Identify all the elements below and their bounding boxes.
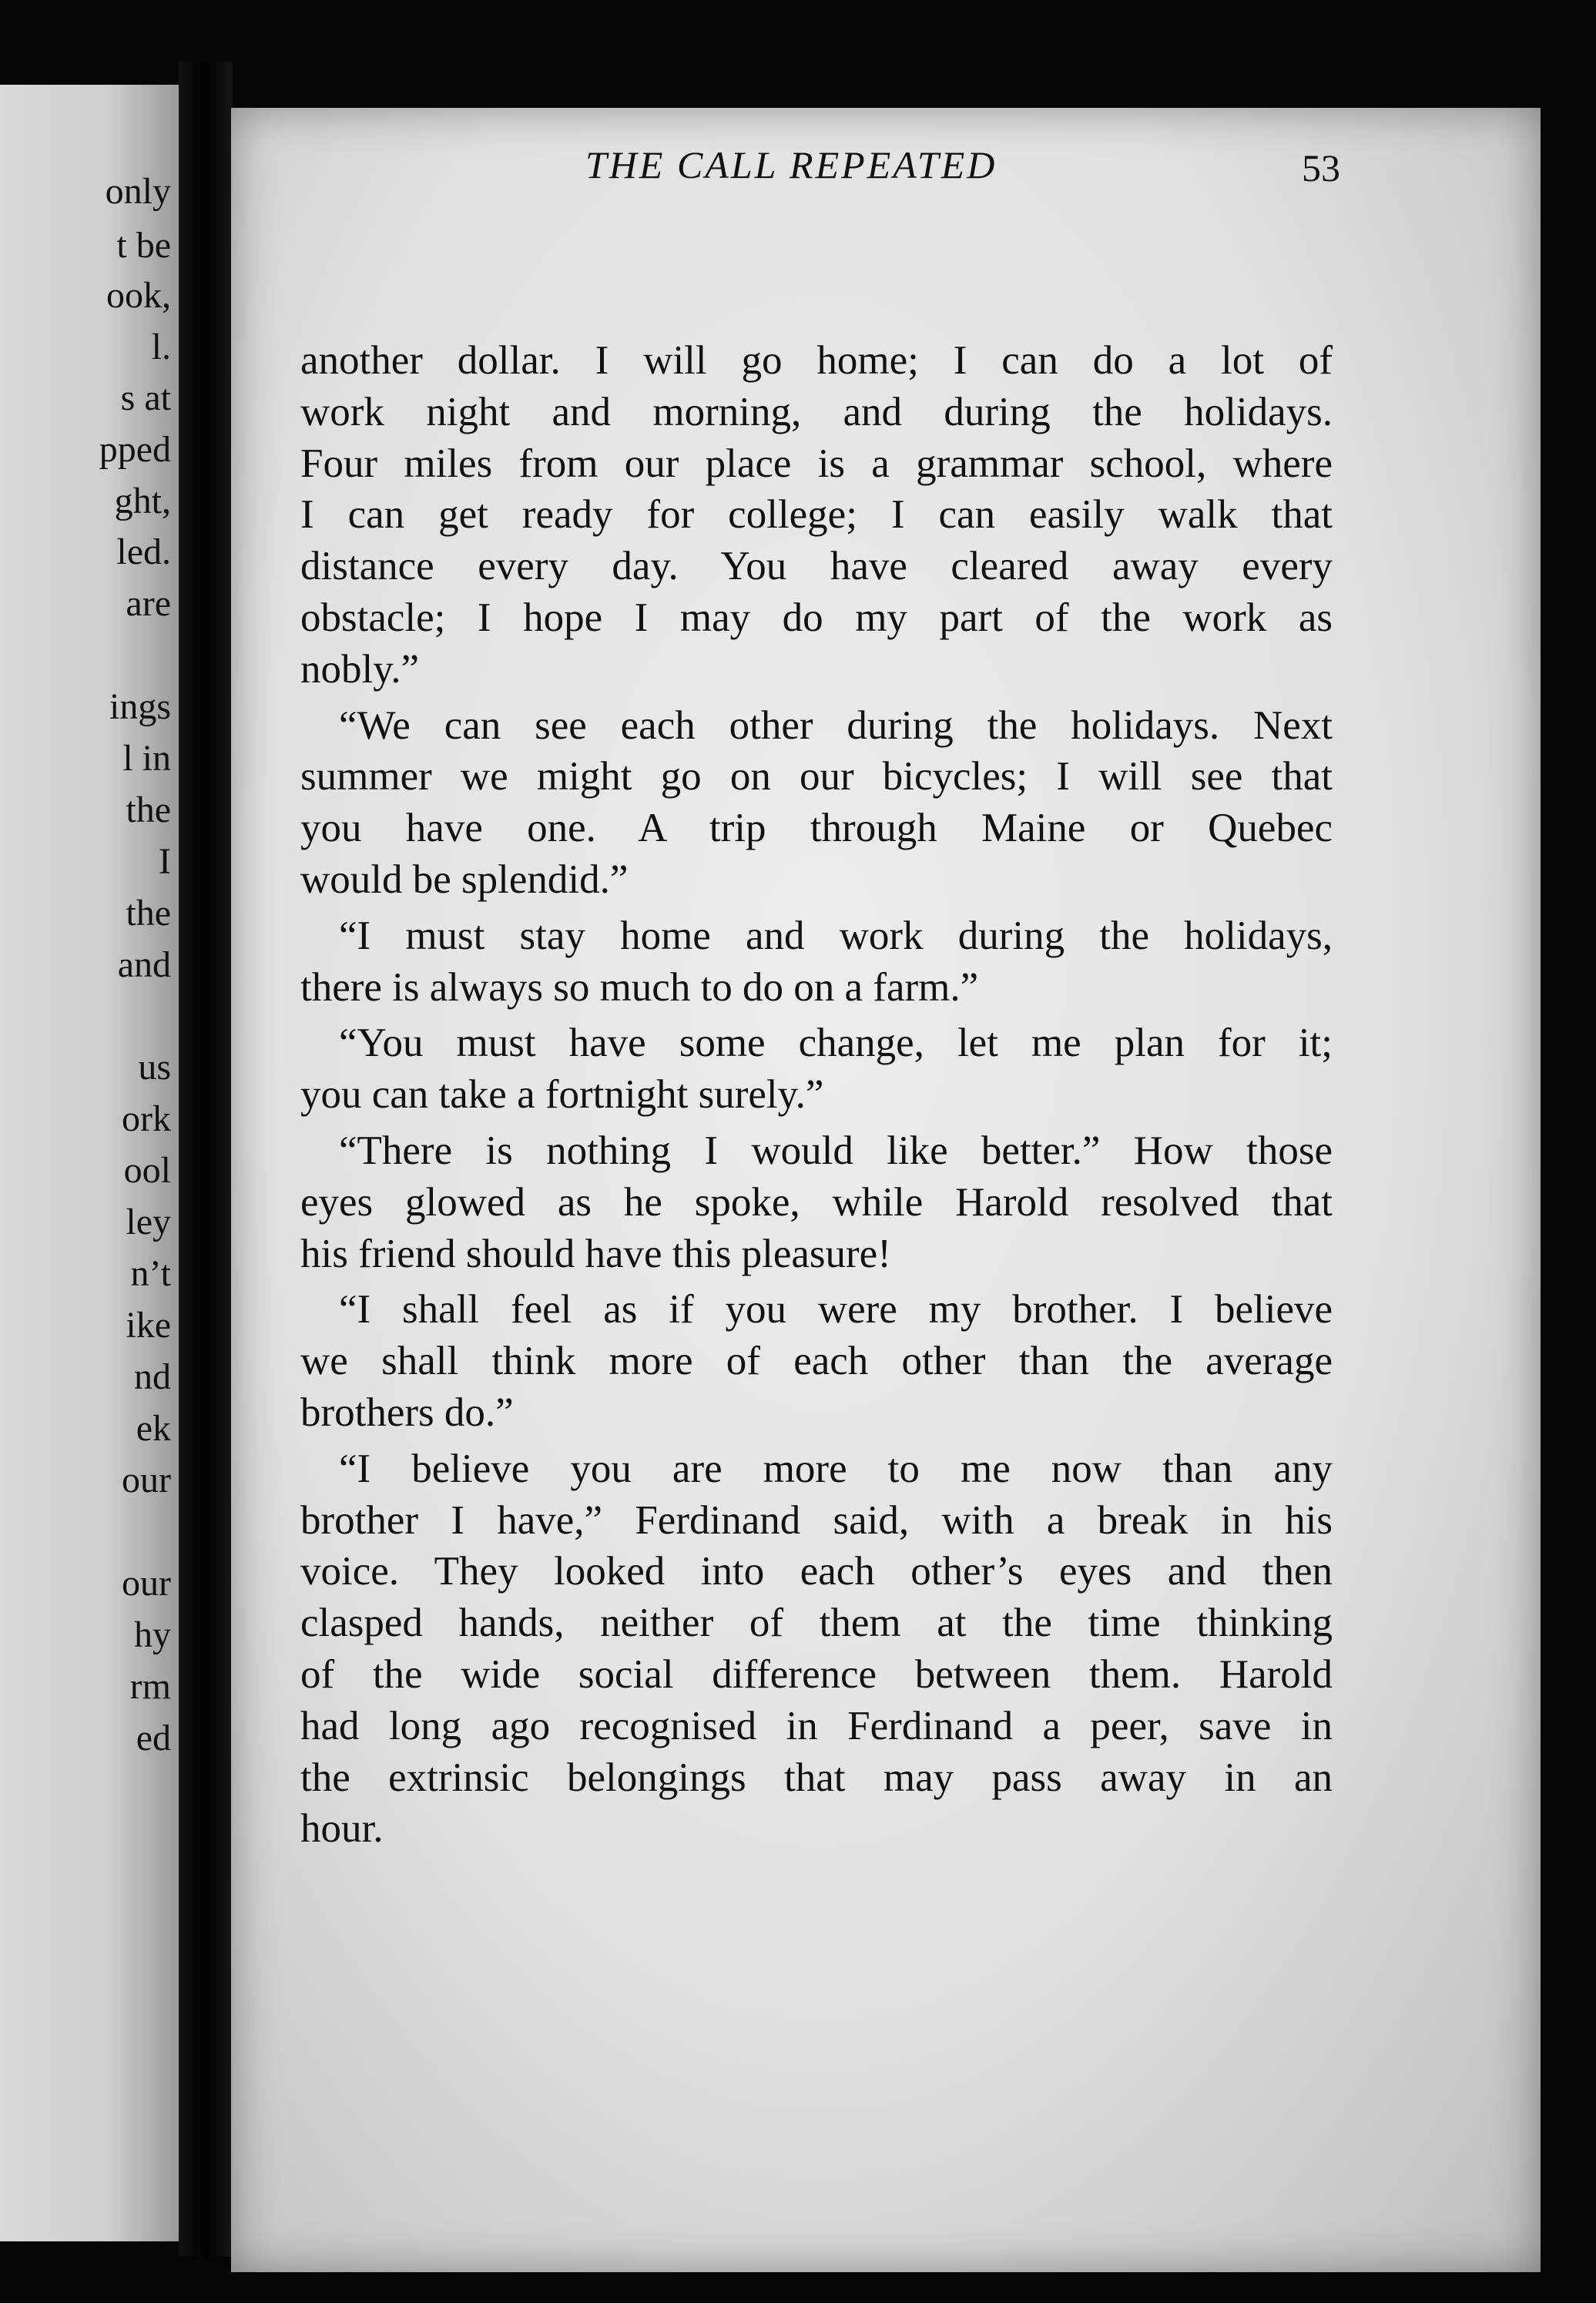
- facing-page-text: led.: [116, 531, 171, 572]
- paragraph: [300, 700, 1333, 906]
- text-line: the extrinsic belongings that may pass away in an: [300, 1755, 1333, 1800]
- paragraph: [300, 335, 1333, 696]
- page-number: 53: [1302, 146, 1340, 189]
- facing-page-text: ork: [122, 1098, 171, 1139]
- facing-page-text: us: [138, 1047, 171, 1088]
- paragraph: [300, 1125, 1333, 1279]
- facing-page-text: rm: [129, 1666, 171, 1707]
- text-line: voice. They looked into each other’s eyes and then: [300, 1549, 1333, 1594]
- facing-page-text: the: [126, 893, 171, 934]
- text-line: there is always so much to do on a farm.”: [300, 964, 979, 1010]
- facing-page-text: n’t: [130, 1253, 171, 1294]
- text-line: clasped hands, neither of them at the time thinking: [300, 1601, 1333, 1646]
- text-line: another dollar. I will go home; I can do a lot of: [300, 338, 1333, 383]
- text-line: “I shall feel as if you were my brother. I believe: [339, 1287, 1333, 1333]
- facing-page-text: nd: [134, 1356, 171, 1397]
- text-line: I can get ready for college; I can easily walk that: [300, 492, 1333, 538]
- text-line: distance every day. You have cleared away every: [300, 544, 1333, 589]
- paragraph: [300, 1017, 1333, 1121]
- facing-page-text: our: [122, 1460, 171, 1500]
- facing-page-text: ed: [136, 1718, 171, 1758]
- facing-page-text: the: [126, 789, 171, 830]
- facing-page-text: ook,: [106, 275, 171, 316]
- facing-page-text: and: [117, 944, 171, 985]
- book-gutter: [179, 62, 233, 2257]
- facing-page-text: ght,: [114, 481, 171, 521]
- facing-page-text: ley: [126, 1202, 171, 1242]
- facing-page-text: ings: [109, 686, 171, 727]
- text-line: “There is nothing I would like better.” How those: [339, 1128, 1333, 1173]
- text-line: brother I have,” Ferdinand said, with a break in his: [300, 1497, 1333, 1543]
- text-line: you can take a fortnight surely.”: [300, 1072, 824, 1118]
- text-line: obstacle; I hope I may do my part of the work as: [300, 595, 1333, 640]
- facing-page-fragment: [0, 85, 179, 2241]
- text-line: summer we might go on our bicycles; I will see that: [300, 754, 1333, 800]
- paragraph: [300, 910, 1333, 1014]
- text-line: of the wide social difference between them. Harold: [300, 1651, 1333, 1697]
- text-line: would be splendid.”: [300, 857, 629, 902]
- facing-page-text: s at: [120, 377, 171, 418]
- paragraph: [300, 1284, 1333, 1438]
- text-line: brothers do.”: [300, 1390, 514, 1435]
- text-line: nobly.”: [300, 646, 420, 692]
- text-line: we shall think more of each other than the average: [300, 1339, 1333, 1384]
- text-line: Four miles from our place is a grammar school, where: [300, 441, 1333, 486]
- text-line: “I believe you are more to me now than any: [339, 1446, 1333, 1491]
- facing-page-text: l in: [122, 738, 171, 779]
- facing-page-text: are: [126, 583, 171, 624]
- paragraph: [300, 1443, 1333, 1855]
- text-line: “I must stay home and work during the holidays,: [339, 913, 1333, 958]
- text-line: you have one. A trip through Maine or Quebec: [300, 806, 1333, 851]
- facing-page-text: ike: [126, 1305, 171, 1346]
- text-line: work night and morning, and during the holidays.: [300, 389, 1333, 434]
- text-line: “You must have some change, let me plan for it;: [339, 1021, 1333, 1066]
- facing-page-text: I: [159, 841, 171, 882]
- text-line: his friend should have this pleasure!: [300, 1231, 891, 1276]
- running-head-title: THE CALL REPEATED: [585, 143, 998, 186]
- facing-page-text: only: [105, 171, 171, 212]
- facing-page-text: t be: [116, 225, 171, 266]
- facing-page-text: l.: [151, 327, 171, 367]
- facing-page-text: hy: [134, 1614, 171, 1655]
- text-line: eyes glowed as he spoke, while Harold resolved that: [300, 1179, 1333, 1225]
- facing-page-text: ool: [123, 1150, 171, 1191]
- facing-page-text: ek: [136, 1408, 171, 1449]
- facing-page-text: pped: [99, 429, 171, 470]
- text-line: hour.: [300, 1806, 384, 1852]
- body-text: [300, 335, 1333, 1855]
- text-line: had long ago recognised in Ferdinand a peer, save in: [300, 1703, 1333, 1748]
- text-line: “We can see each other during the holidays. Next: [339, 702, 1333, 748]
- facing-page-text: our: [122, 1563, 171, 1604]
